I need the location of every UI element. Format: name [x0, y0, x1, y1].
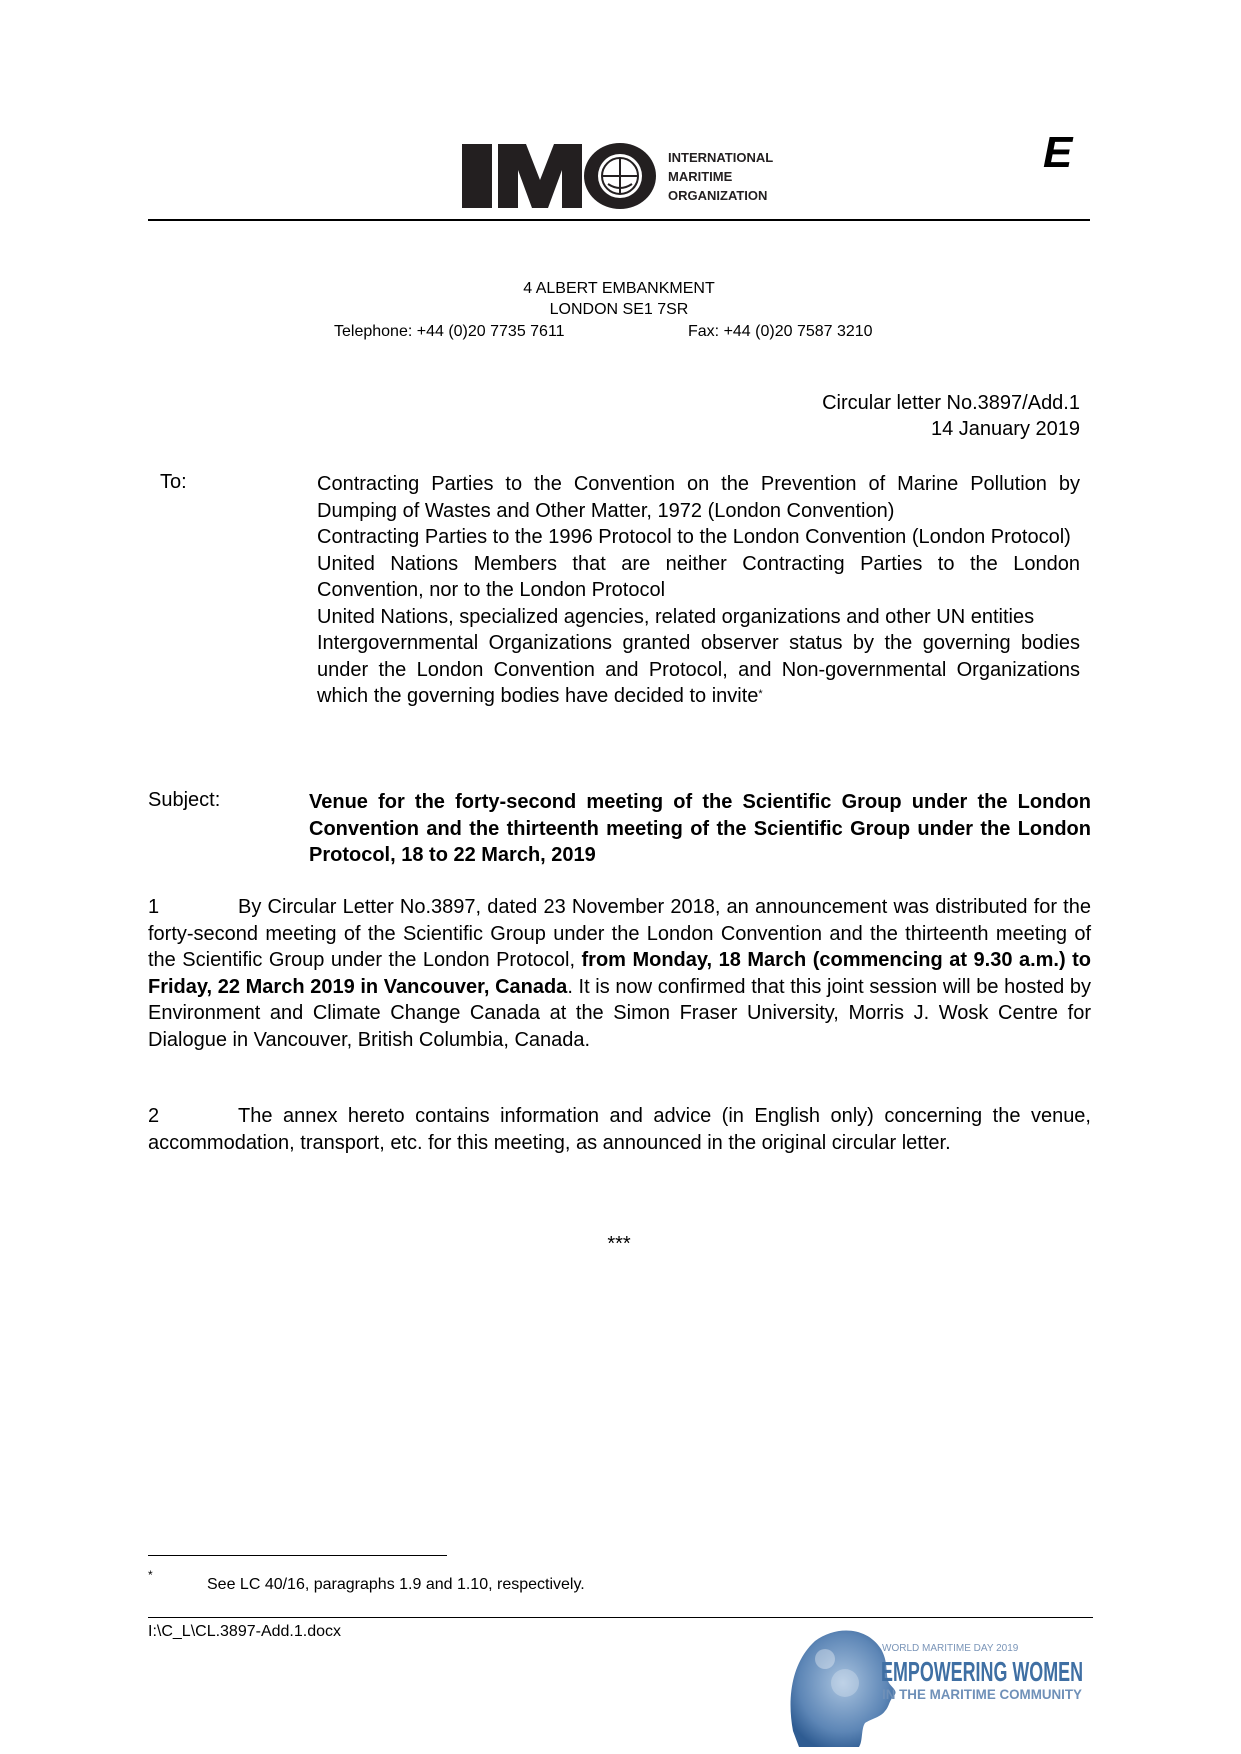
paragraph-number: 2	[148, 1105, 160, 1127]
circular-date: 14 January 2019	[930, 418, 1080, 440]
address-line-2: LONDON SE1 7SR	[549, 301, 689, 318]
paragraph-text: By Circular Letter No.3897, dated 23 November 2018, an announcement was distributed for the forty-second meeting of the Scientific Group under the London Convention and the thirteenth meeting of the Scientific Group under the London Protocol,	[148, 896, 1091, 971]
recipient-item: United Nations Members that are neither Contracting Parties to the London Convention, nor to the London Protocol	[317, 552, 1080, 601]
paragraph-text: . It is now confirmed that this joint session will be hosted by Environment and Climate Change Canada at the Simon Fraser University, Morris J. Wosk Centre for Dialogue in Vancouver, British Columbia, Canada.	[148, 975, 1091, 1051]
subject-text: Venue for the forty-second meeting of the Scientific Group under the London Convention and the thirteenth meeting of the Scientific Group under the London Protocol, 18 to 22 March, 2019	[309, 791, 1091, 866]
to-label: To:	[160, 471, 187, 493]
imo-logo	[462, 136, 824, 216]
recipient-item: Contracting Parties to the 1996 Protocol to the London Convention (London Protocol)	[317, 526, 1071, 548]
file-path: I:\C_L\CL.3897-Add.1.docx	[148, 1623, 342, 1640]
language-mark: E	[1043, 128, 1073, 177]
wmd-title: EMPOWERING WOMEN	[881, 1656, 1083, 1687]
recipient-item: United Nations, specialized agencies, related organizations and other UN entities	[317, 605, 1035, 628]
recipient-text: Intergovernmental Organizations granted observer status by the governing bodies under the London Convention and Protocol, and Non-governmental Organizations which the governing bodies have decided to invite	[317, 632, 1080, 707]
circular-number: Circular letter No.3897/Add.1	[822, 392, 1080, 414]
section-separator: ***	[607, 1233, 631, 1255]
fax: Fax: +44 (0)20 7587 3210	[688, 323, 873, 340]
footnote-rule	[148, 1555, 447, 1556]
world-maritime-day-logo	[785, 1619, 1090, 1749]
paragraph-1	[148, 894, 1091, 1053]
wmd-subtitle: IN THE MARITIME COMMUNITY	[882, 1686, 1083, 1702]
footnote-reference[interactable]: *	[758, 688, 763, 700]
recipient-item: Contracting Parties to the Convention on the Prevention of Marine Pollution by Dumping of Wastes and Other Matter, 1972 (London Convention)	[317, 473, 1080, 522]
logo-line-2: MARITIME	[668, 169, 733, 184]
logo-line-3: ORGANIZATION	[668, 188, 768, 203]
paragraph-bold-text: from Monday, 18 March (commencing at 9.30 a.m.) to Friday, 22 March 2019 in Vancouver, Canada	[148, 949, 1091, 998]
footer-rule	[148, 1617, 1093, 1618]
telephone: Telephone: +44 (0)20 7735 7611	[334, 323, 565, 340]
footnote-marker: *	[148, 1568, 153, 1582]
recipient-item	[317, 630, 1080, 710]
logo-line-1: INTERNATIONAL	[668, 150, 774, 165]
paragraph-number: 1	[148, 896, 160, 918]
wmd-small-text: WORLD MARITIME DAY 2019	[882, 1643, 1019, 1654]
address-line-1: 4 ALBERT EMBANKMENT	[523, 280, 715, 297]
subject-label: Subject:	[148, 789, 221, 811]
footnote-text: See LC 40/16, paragraphs 1.9 and 1.10, respectively.	[207, 1576, 585, 1593]
header-rule	[148, 219, 1090, 221]
paragraph-text: The annex hereto contains information and advice (in English only) concerning the venue, accommodation, transport, etc. for this meeting, as announced in the original circular letter.	[148, 1105, 1091, 1154]
recipient-list	[317, 471, 1080, 710]
paragraph-2	[148, 1103, 1091, 1156]
